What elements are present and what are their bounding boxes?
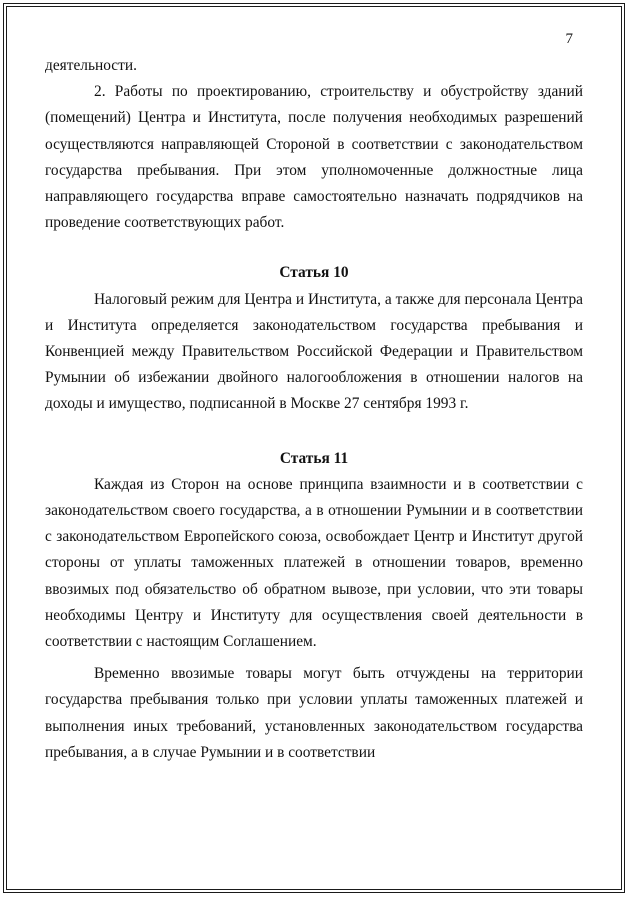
document-body <box>45 53 583 766</box>
article-11-paragraph-1: Каждая из Сторон на основе принципа взаимности и в соответствии с законодательством своего государства, а в отношении Румынии и в соответствии с законодательством Европейского союза, освобождает Центр и Институт другой стороны от уплаты таможенных платежей в отношении товаров, временно ввозимых под обязательство об обратном вывозе, при условии, что эти товары необходимы Центру и Институту для осуществления своей деятельности в соответствии с настоящим Соглашением. <box>45 475 583 651</box>
page-number: 7 <box>565 31 573 47</box>
article-10-text: Налоговый режим для Центра и Института, а также для персонала Центра и Института определяется законодательством государства пребывания и Конвенцией между Правительством Российской Федерации и Правительством Румынии об избежании двойного налогообложения в отношении налогов на доходы и имущество, подписанной в Москве 27 сентября 1993 г. <box>45 290 583 413</box>
article-11-heading: Статья 11 <box>279 449 349 467</box>
article-11-paragraph-2: Временно ввозимые товары могут быть отчуждены на территории государства пребывания только при условии уплаты таможенных платежей и выполнения иных требований, установленных законодательством государства пребывания, а в случае Румынии и в соответствии <box>45 665 583 761</box>
paragraph-continuation: деятельности. <box>45 57 137 74</box>
article-10-heading: Статья 10 <box>279 264 349 282</box>
paragraph-item-2: 2. Работы по проектированию, строительству и обустройству зданий (помещений) Центра и Института, после получения необходимых разрешений осуществляются направляющей Стороной в соответствии с законодательством государства пребывания. При этом уполномоченные должностные лица направляющего государства вправе самостоятельно назначать подрядчиков на проведение соответствующих работ. <box>45 83 583 232</box>
page-frame <box>3 3 625 893</box>
